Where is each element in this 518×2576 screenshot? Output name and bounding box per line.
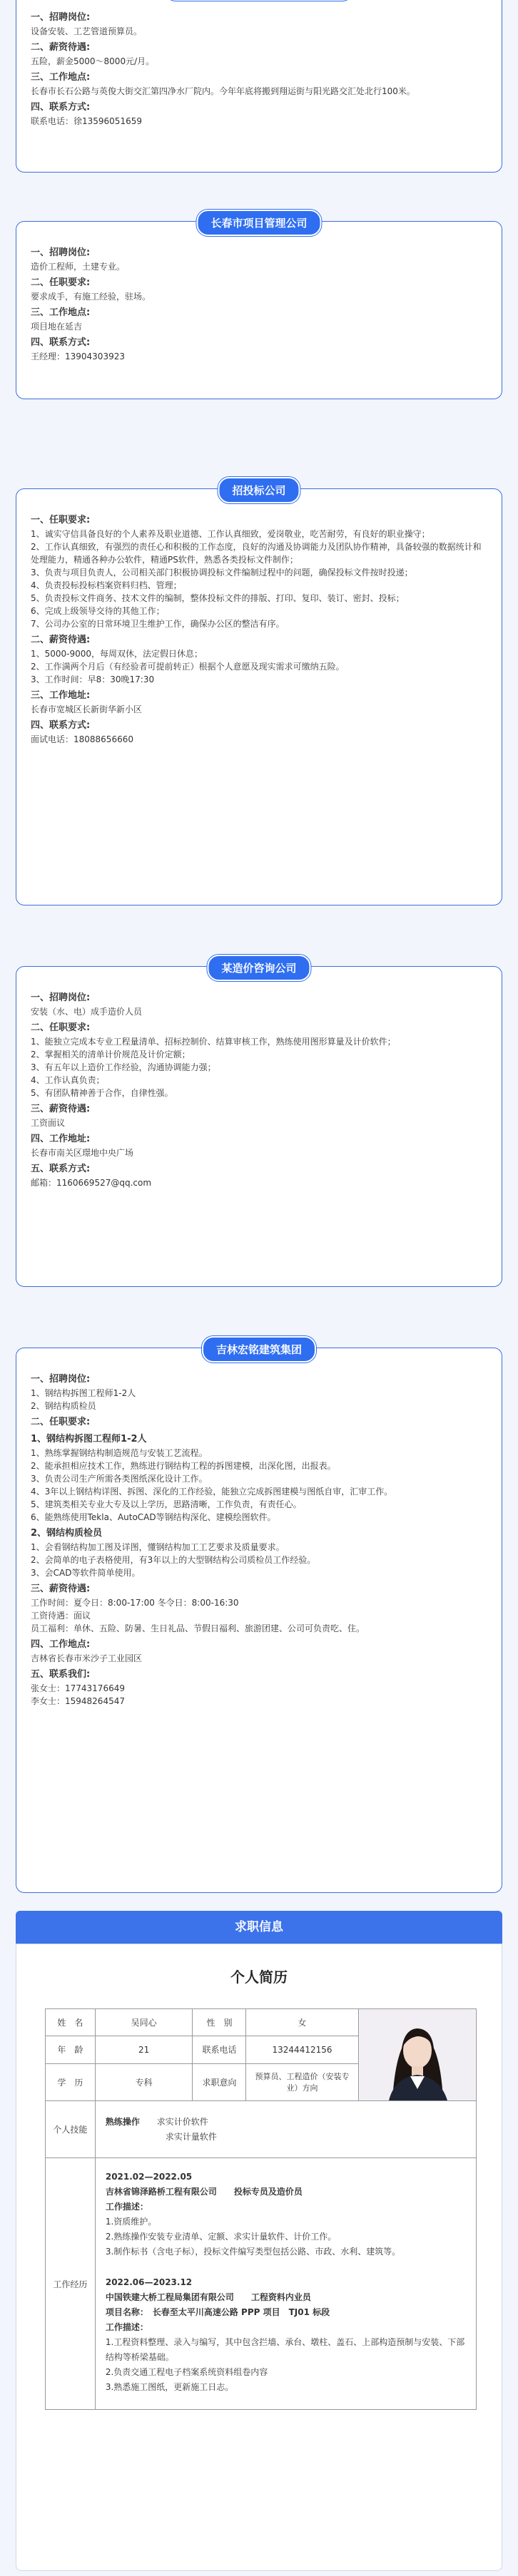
section-text: 1、会看钢结构加工图及详图，懂钢结构加工工艺要求及质量要求。 [31,1542,285,1552]
exp-item: 1.工程资料整理、录入与编写，其中包含拦墙、承台、墩柱、盖石、上部构造预制与安装、下部结构等桥梁基础。 [105,2337,465,2362]
section-heading: 一、招聘岗位: [31,12,91,23]
value-intent: 预算员、工程造价（安装专业）方向 [246,2063,358,2100]
avatar [359,2009,476,2100]
section-heading: 二、任职要求: [31,1022,91,1033]
section-heading: 二、任职要求: [31,277,91,288]
section-text: 王经理：13904303923 [31,351,125,361]
resume-title: 个人简历 [230,1969,288,1986]
skill-item: 求实计量软件 [165,2131,217,2142]
section-heading: 一、招聘岗位: [31,992,91,1003]
section-text: 3、会CAD等软件简单使用。 [31,1568,141,1578]
section-text: 安装（水、电）成手造价人员 [31,1007,143,1017]
label-age: 年 龄 [46,2036,96,2063]
section-text: 张女士：17743176649 [31,1683,125,1693]
section-heading: 四、联系方式: [31,102,91,113]
value-education: 专科 [95,2063,193,2100]
section-text: 1、诚实守信具备良好的个人素养及职业道德、工作认真细致，爱岗敬业，吃苦耐劳，有良好的职业操守； [31,529,430,539]
section-text: 项目地在延吉 [31,322,83,332]
company-card-project-management [16,217,502,399]
section-heading: 四、工作地点: [31,1639,91,1650]
section-text: 要求成手，有施工经验，驻场。 [31,292,151,302]
section-heading: 三、薪资待遇: [31,1584,91,1594]
section-text: 长春市长石公路与英俊大街交汇第四净水厂院内。今年年底将搬到翔运街与阳光路交汇处北行100米。 [31,86,415,96]
section-text: 造价工程师，土建专业。 [31,262,126,272]
section-text: 4、负责投标投标档案资料归档、管理； [31,580,182,590]
exp-desc-label: 工作描述： [105,2322,148,2332]
job-seek-header: 求职信息 [16,1911,502,1944]
section-text: 1、能独立完成本专业工程量清单、招标控制价、结算审核工作，熟练使用图形算量及计价软件； [31,1037,396,1047]
company-card-hongyuan [16,0,502,173]
section-text: 李女士：15948264547 [31,1696,125,1706]
section-text: 5、负责投标文件商务、技术文件的编制，整体投标文件的排版、打印、复印、装订、密封、投标； [31,593,405,603]
section-text: 6、完成上级领导交待的其他工作； [31,606,165,616]
section-text: 2、掌握相关的清单计价规范及计价定额； [31,1050,191,1059]
exp-item: 3.熟悉施工图纸，更新施工日志。 [105,2382,234,2392]
section-heading: 1、钢结构拆图工程师1-2人 [31,1434,147,1444]
section-text: 长春市宽城区长新街华新小区 [31,704,143,714]
section-heading: 一、任职要求: [31,515,91,525]
exp-desc-label: 工作描述： [105,2202,148,2212]
portrait-photo [360,2009,474,2100]
label-phone: 联系电话 [193,2036,246,2063]
section-text: 2、能承担相应技术工作，熟练进行钢结构工程的拆图建模，出深化图，出报表。 [31,1461,336,1471]
value-gender: 女 [246,2009,358,2036]
section-text: 7、公司办公室的日常环境卫生维护工作，确保办公区的整洁有序。 [31,619,285,629]
section-text: 工资待遇：面议 [31,1611,91,1621]
section-text: 5、建筑类相关专业大专及以上学历，思路清晰，工作负责，有责任心。 [31,1499,302,1509]
section-heading: 一、招聘岗位: [31,1374,91,1385]
exp-item: 2.熟练操作安装专业清单、定额、求实计量软件、计价工作。 [105,2232,337,2242]
section-text: 3、工作时间：早8：30晚17:30 [31,674,155,684]
exp-period: 2021.02—2022.05 [105,2172,193,2182]
company-card-hongming [16,1343,502,1893]
label-education: 学 历 [46,2063,96,2100]
label-skills: 个人技能 [46,2101,96,2158]
section-text: 5、有团队精神善于合作，自律性强。 [31,1088,173,1098]
photo-cell [358,2009,476,2101]
section-heading: 二、薪资待遇: [31,635,91,645]
section-text: 五险，薪金5000～8000元/月。 [31,56,155,66]
section-heading: 三、薪资待遇: [31,1104,91,1114]
resume-card [16,1944,502,2571]
company-card-cost-consulting [16,962,502,1287]
value-phone: 13244412156 [246,2036,358,2063]
section-text: 6、能熟练使用Tekla、AutoCAD等钢结构深化、建模绘图软件。 [31,1512,276,1522]
company-title: 吉林宏铭建筑集团 [202,1336,316,1363]
label-gender: 性 别 [193,2009,246,2036]
label-intent: 求职意向 [193,2063,246,2100]
card-body [31,1372,487,1708]
exp-project: 项目名称： 长春至太平川高速公路 PPP 项目 TJ01 标段 [105,2307,330,2317]
section-text: 工作时间：夏令日：8:00-17:00 冬令日：8:00-16:30 [31,1598,239,1608]
section-text: 员工福利：单休、五险、防暑、生日礼品、节假日福利、旅游团建、公司可负责吃、住。 [31,1623,365,1633]
section-text: 2、工作满两个月后（有经验者可提前转正）根据个人意愿及现实需求可缴纳五险。 [31,662,345,672]
value-name: 吴同心 [95,2009,193,2036]
company-title: 长春市项目管理公司 [196,210,321,236]
section-text: 邮箱：1160669527@qq.com [31,1178,152,1188]
exp-period: 2022.06—2023.12 [105,2277,193,2287]
section-text: 设备安装、工艺管道预算员。 [31,26,143,36]
company-title: 某造价咨询公司 [207,955,310,981]
exp-item: 2.负责交通工程电子档案系统资料组卷内容 [105,2367,268,2377]
section-text: 4、3年以上钢结构详图、拆图、深化的工作经验，能独立完成拆图建模与图纸自审，汇审工作。 [31,1487,393,1497]
exp-company: 吉林省锦泽路桥工程有限公司 投标专员及造价员 [105,2187,303,2197]
section-text: 联系电话：徐13596051659 [31,116,142,126]
section-text: 1、5000-9000，每周双休，法定假日休息； [31,649,203,659]
section-heading: 2、钢结构质检员 [31,1528,103,1539]
section-text: 面试电话：18088656660 [31,734,133,744]
exp-item: 1.资质维护。 [105,2217,157,2227]
label-name: 姓 名 [46,2009,96,2036]
section-text: 吉林省长春市米沙子工业园区 [31,1653,143,1663]
section-heading: 三、工作地点: [31,72,91,83]
exp-item: 3.制作标书（含电子标），投标文件编写类型包括公路、市政、水利、建筑等。 [105,2247,401,2257]
company-title: 招投标公司 [218,477,300,503]
section-heading: 四、联系方式: [31,720,91,731]
skills-title: 熟练操作 [105,2116,140,2127]
section-heading: 五、联系我们: [31,1669,91,1680]
card-body [31,246,487,363]
section-text: 2、会简单的电子表格使用，有3年以上的大型钢结构公司质检员工作经验。 [31,1555,316,1565]
card-body [31,513,487,746]
section-heading: 三、工作地址: [31,690,91,701]
section-heading: 四、工作地址: [31,1134,91,1144]
card-body [31,11,487,128]
section-text: 2、钢结构质检员 [31,1401,96,1411]
resume-table [45,2008,477,2410]
card-body [31,991,487,1189]
section-text: 3、负责公司生产所需各类图纸深化设计工作。 [31,1474,208,1484]
section-text: 工资面议 [31,1118,66,1128]
section-text: 长春市南关区璟地中央广场 [31,1148,134,1158]
section-heading: 二、薪资待遇: [31,42,91,53]
section-text: 1、熟练掌握钢结构制造规范与安装工艺流程。 [31,1448,208,1458]
label-experience: 工作经历 [46,2158,96,2410]
skills-cell [95,2101,476,2158]
section-text: 2、工作认真细致，有强烈的责任心和积极的工作态度，良好的沟通及协调能力及团队协作精神，具备较强的数据统计和处理能力，精通各种办公软件，精通PS软件，熟悉各类投标文件制作； [31,542,482,565]
section-text: 3、有五年以上造价工作经验，沟通协调能力强； [31,1062,216,1072]
section-heading: 五、联系方式: [31,1164,91,1174]
company-card-bidding [16,484,502,905]
section-heading: 二、任职要求: [31,1417,91,1427]
company-title [164,0,353,1]
experience-cell [95,2158,476,2410]
exp-company: 中国铁建大桥工程局集团有限公司 工程资料内业员 [105,2292,311,2302]
section-text: 1、钢结构拆图工程师1-2人 [31,1388,136,1398]
section-heading: 三、工作地点: [31,307,91,318]
section-text: 3、负责与项目负责人，公司相关部门积极协调投标文件编制过程中的问题，确保投标文件按时投递； [31,568,413,578]
section-heading: 四、联系方式: [31,337,91,348]
section-text: 4、工作认真负责； [31,1075,105,1085]
skill-item: 求实计价软件 [156,2116,208,2127]
value-age: 21 [95,2036,193,2063]
section-heading: 一、招聘岗位: [31,247,91,258]
